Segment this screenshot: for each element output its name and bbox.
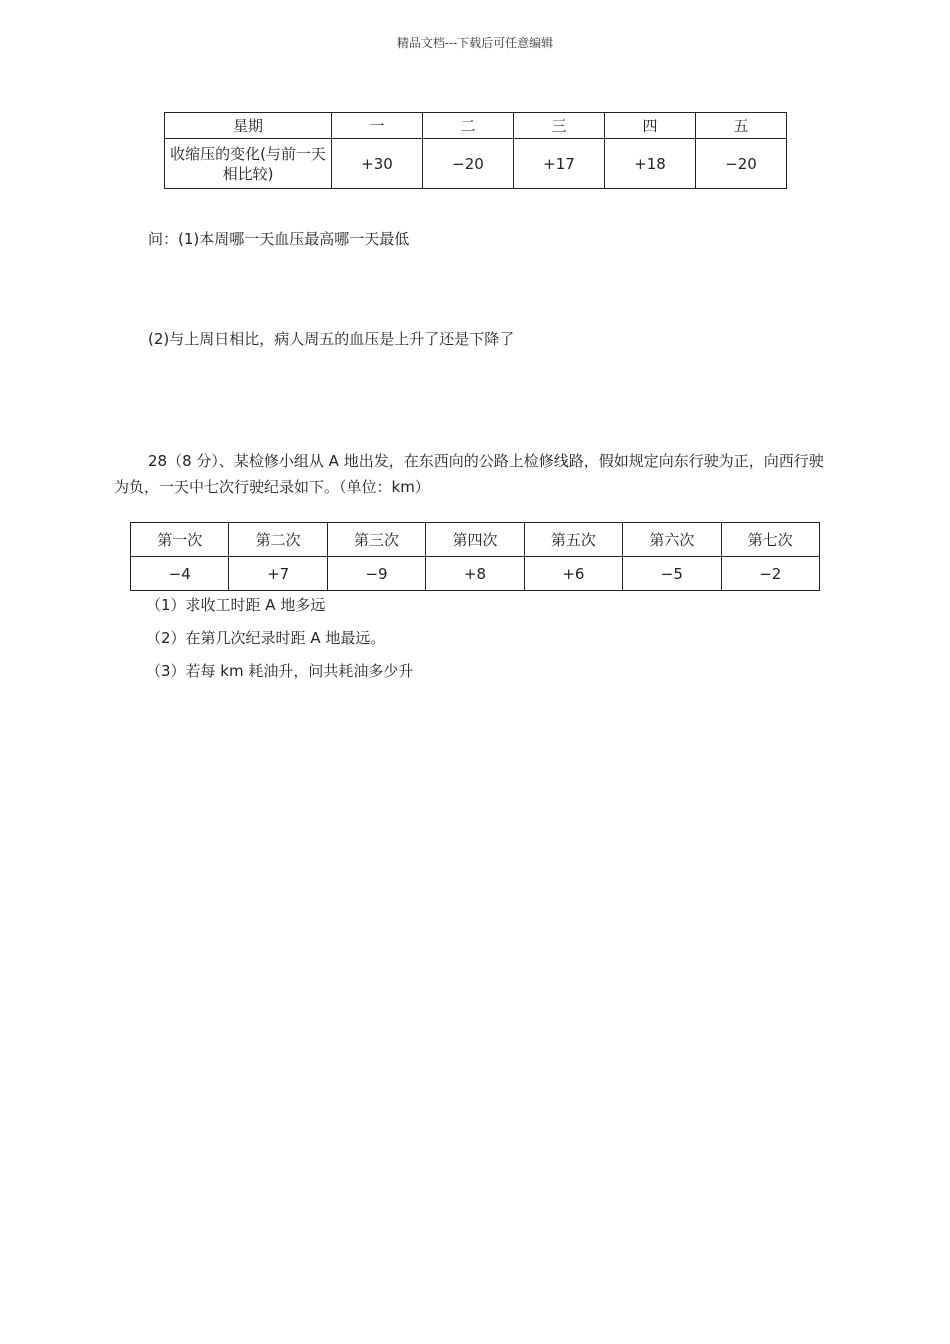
problem-28-text: 28（8 分）、某检修小组从 A 地出发，在东西向的公路上检修线路，假如规定向东行驶为正，向西行驶为负，一天中七次行驶纪录如下。（单位：km）: [114, 452, 824, 496]
value-cell: −4: [131, 557, 229, 591]
header-cell: 第三次: [327, 523, 425, 557]
sub-question-3: （3）若每 km 耗油升，问共耗油多少升: [146, 662, 414, 680]
value-cell: +17: [514, 139, 605, 189]
value-cell: +6: [524, 557, 622, 591]
header-cell: 第二次: [229, 523, 327, 557]
header-cell: 第四次: [426, 523, 524, 557]
question-2: (2)与上周日相比，病人周五的血压是上升了还是下降了: [148, 330, 515, 348]
driving-log-table: [130, 522, 820, 591]
question-1: 问：(1)本周哪一天血压最高哪一天最低: [148, 230, 410, 248]
blood-pressure-table: [164, 112, 787, 189]
header-cell: 第七次: [721, 523, 819, 557]
day-cell: 三: [514, 113, 605, 139]
table-row: [165, 113, 787, 139]
value-cell: −2: [721, 557, 819, 591]
header-cell: 第六次: [623, 523, 721, 557]
table-row: [165, 139, 787, 189]
value-cell: −20: [696, 139, 787, 189]
value-cell: +30: [332, 139, 423, 189]
day-cell: 五: [696, 113, 787, 139]
value-cell: +8: [426, 557, 524, 591]
table-row: [131, 557, 820, 591]
table-row: [131, 523, 820, 557]
value-cell: +18: [605, 139, 696, 189]
value-cell: −5: [623, 557, 721, 591]
header-cell: 第五次: [524, 523, 622, 557]
row-label-cell: 星期: [165, 113, 332, 139]
value-cell: −9: [327, 557, 425, 591]
day-cell: 二: [423, 113, 514, 139]
sub-question-2: （2）在第几次纪录时距 A 地最远。: [146, 629, 386, 647]
sub-question-1: （1）求收工时距 A 地多远: [146, 596, 326, 614]
header-cell: 第一次: [131, 523, 229, 557]
value-cell: +7: [229, 557, 327, 591]
value-cell: −20: [423, 139, 514, 189]
value-label-cell: 收缩压的变化(与前一天相比较): [165, 139, 332, 189]
page-header: 精品文档---下载后可任意编辑: [396, 36, 554, 50]
day-cell: 一: [332, 113, 423, 139]
day-cell: 四: [605, 113, 696, 139]
